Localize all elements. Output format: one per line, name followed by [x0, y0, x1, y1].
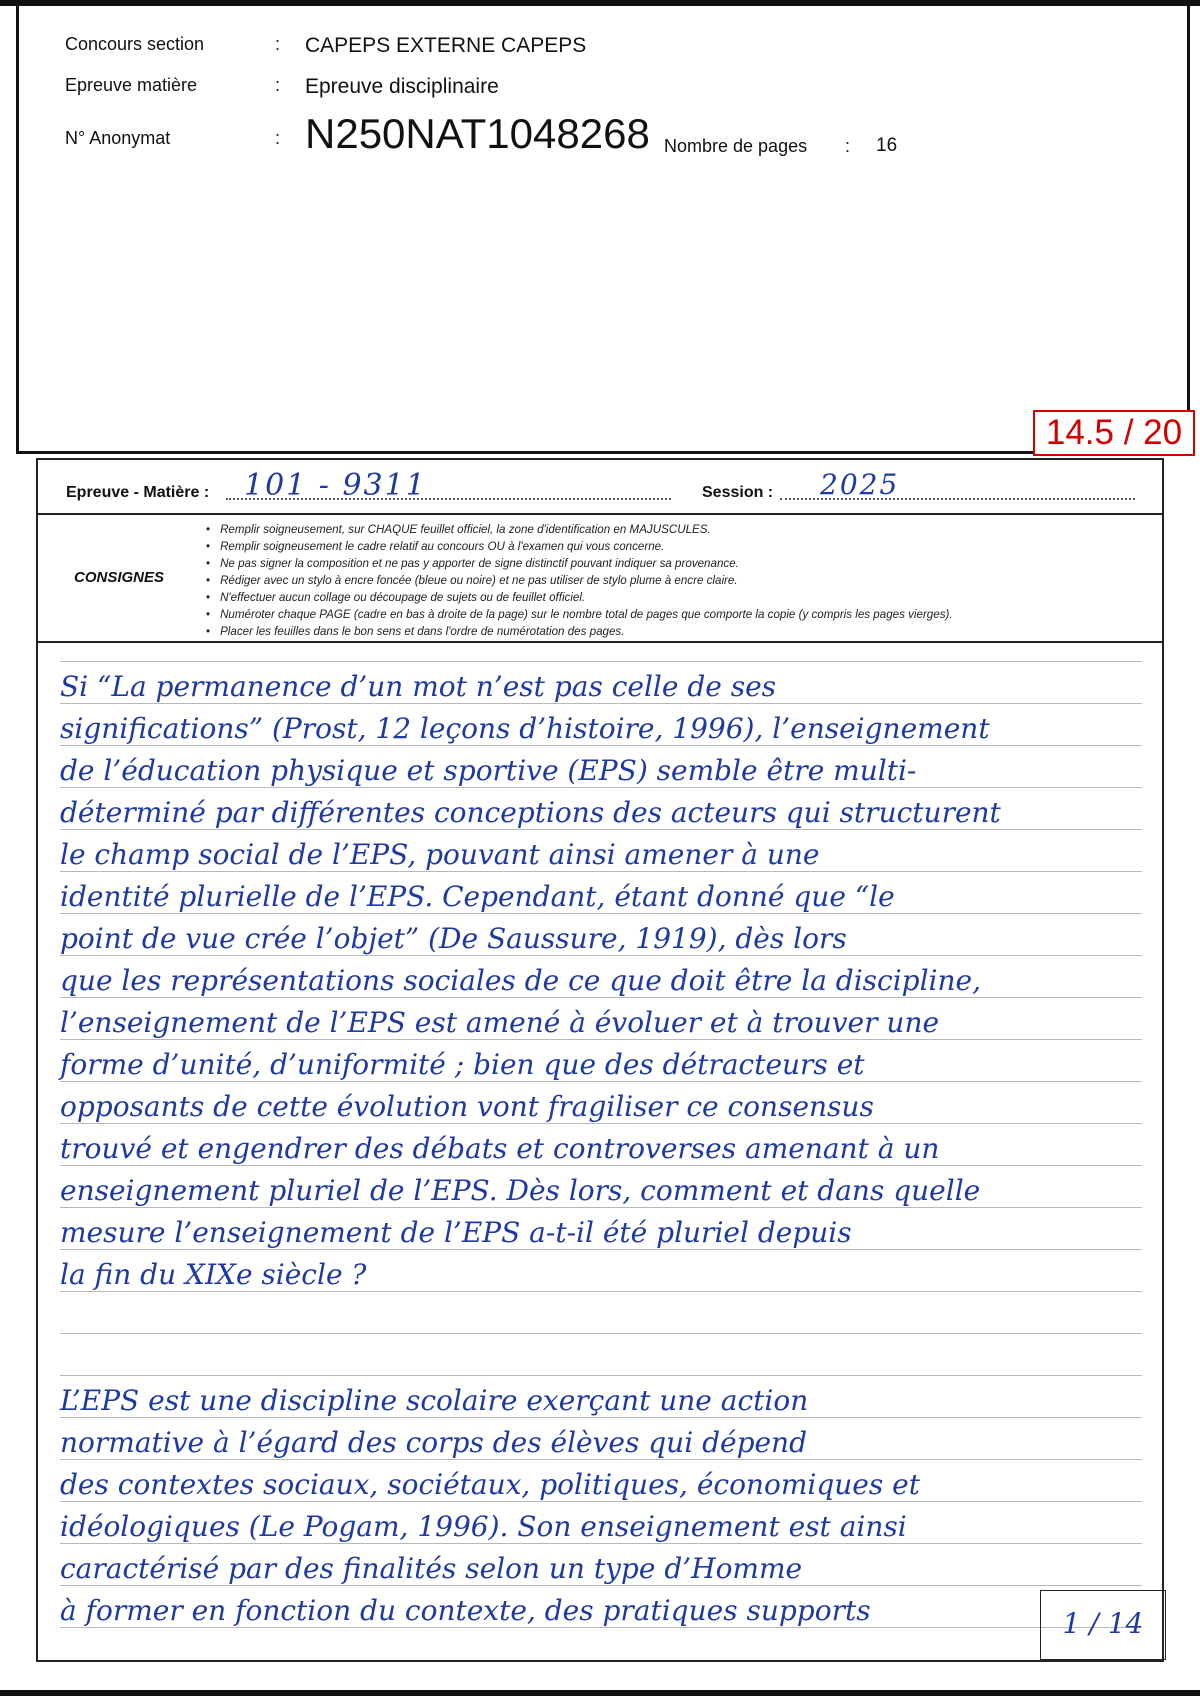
score-badge: 14.5 / 20	[1033, 410, 1195, 456]
identification-header	[16, 6, 1190, 454]
handwritten-line: caractérisé par des finalités selon un type d’Homme	[60, 1552, 803, 1585]
answer-sheet	[36, 458, 1164, 1662]
page-bottom-border	[0, 1690, 1200, 1696]
sheet-epreuve-label: Epreuve - Matière :	[66, 484, 210, 501]
handwritten-line: des contextes sociaux, sociétaux, politiques, économiques et	[60, 1468, 920, 1501]
handwritten-line: le champ social de l’EPS, pouvant ainsi amener à une	[60, 838, 820, 871]
handwritten-line: Si “La permanence d’un mot n’est pas celle de ses	[60, 670, 777, 703]
session-label: Session :	[702, 484, 774, 501]
instructions-list	[206, 521, 953, 640]
anonymat-label: N° Anonymat	[65, 128, 171, 148]
handwritten-line: mesure l’enseignement de l’EPS a-t-il été pluriel depuis	[60, 1216, 852, 1249]
instruction-item: • Rédiger avec un stylo à encre foncée (bleue ou noire) et ne pas utiliser de stylo plume à encre claire.	[206, 572, 953, 589]
epreuve-value: Epreuve disciplinaire	[305, 75, 499, 98]
instruction-item: • N'effectuer aucun collage ou découpage de sujets ou de feuillet officiel.	[206, 589, 953, 606]
instruction-item: • Remplir soigneusement, sur CHAQUE feuillet officiel, la zone d'identification en MAJUSCULES.	[206, 521, 953, 538]
colon: :	[845, 136, 851, 156]
colon: :	[275, 34, 281, 54]
handwritten-line: significations” (Prost, 12 leçons d’histoire, 1996), l’enseignement	[60, 712, 990, 745]
instructions-title: CONSIGNES	[74, 569, 165, 586]
ruled-line	[60, 1333, 1142, 1334]
handwritten-line: opposants de cette évolution vont fragiliser ce consensus	[60, 1090, 874, 1123]
concours-label: Concours section	[65, 34, 205, 54]
pages-value: 16	[876, 135, 898, 156]
anonymat-value: N250NAT1048268	[305, 110, 650, 157]
session-value: 2025	[820, 468, 900, 501]
handwritten-line: trouvé et engendrer des débats et controverses amenant à un	[60, 1132, 940, 1165]
colon: :	[275, 75, 281, 95]
sheet-header-row	[38, 460, 1162, 512]
instruction-item: • Remplir soigneusement le cadre relatif au concours OU à l'examen qui vous concerne.	[206, 538, 953, 555]
instructions-box	[38, 513, 1162, 643]
handwritten-line: à former en fonction du contexte, des pratiques supports	[60, 1594, 871, 1627]
handwritten-line: L’EPS est une discipline scolaire exerçant une action	[60, 1384, 809, 1417]
handwritten-line: idéologiques (Le Pogam, 1996). Son enseignement est ainsi	[60, 1510, 907, 1543]
instruction-item: • Placer les feuilles dans le bon sens et dans l'ordre de numérotation des pages.	[206, 623, 953, 640]
handwritten-line: identité plurielle de l’EPS. Cependant, étant donné que “le	[60, 880, 895, 913]
ruled-line	[60, 661, 1142, 662]
handwritten-line: déterminé par différentes conceptions des acteurs qui structurent	[60, 796, 1001, 829]
pages-label: Nombre de pages	[664, 136, 808, 156]
epreuve-label: Epreuve matière	[65, 75, 198, 95]
concours-value: CAPEPS EXTERNE CAPEPS	[305, 34, 587, 57]
handwritten-line: l’enseignement de l’EPS est amené à évoluer et à trouver une	[60, 1006, 940, 1039]
handwritten-line: que les représentations sociales de ce que doit être la discipline,	[60, 964, 982, 997]
handwritten-line: point de vue crée l’objet” (De Saussure, 1919), dès lors	[60, 922, 847, 955]
ruled-line	[60, 1375, 1142, 1376]
page-number: 1 / 14	[1040, 1590, 1166, 1660]
handwritten-line: la fin du XIXe siècle ?	[60, 1258, 367, 1291]
handwritten-line: de l’éducation physique et sportive (EPS) semble être multi-	[60, 754, 917, 787]
handwritten-line: enseignement pluriel de l’EPS. Dès lors, comment et dans quelle	[60, 1174, 981, 1207]
instruction-item: • Ne pas signer la composition et ne pas y apporter de signe distinctif pouvant indiquer sa provenance.	[206, 555, 953, 572]
handwritten-line: forme d’unité, d’uniformité ; bien que des détracteurs et	[60, 1048, 865, 1081]
instruction-item: • Numéroter chaque PAGE (cadre en bas à droite de la page) sur le nombre total de pages que comporte la copie (y compris les pages vierges).	[206, 606, 953, 623]
handwritten-line: normative à l’égard des corps des élèves qui dépend	[60, 1426, 808, 1459]
colon: :	[275, 128, 281, 148]
sheet-epreuve-value: 101 - 9311	[244, 468, 427, 503]
